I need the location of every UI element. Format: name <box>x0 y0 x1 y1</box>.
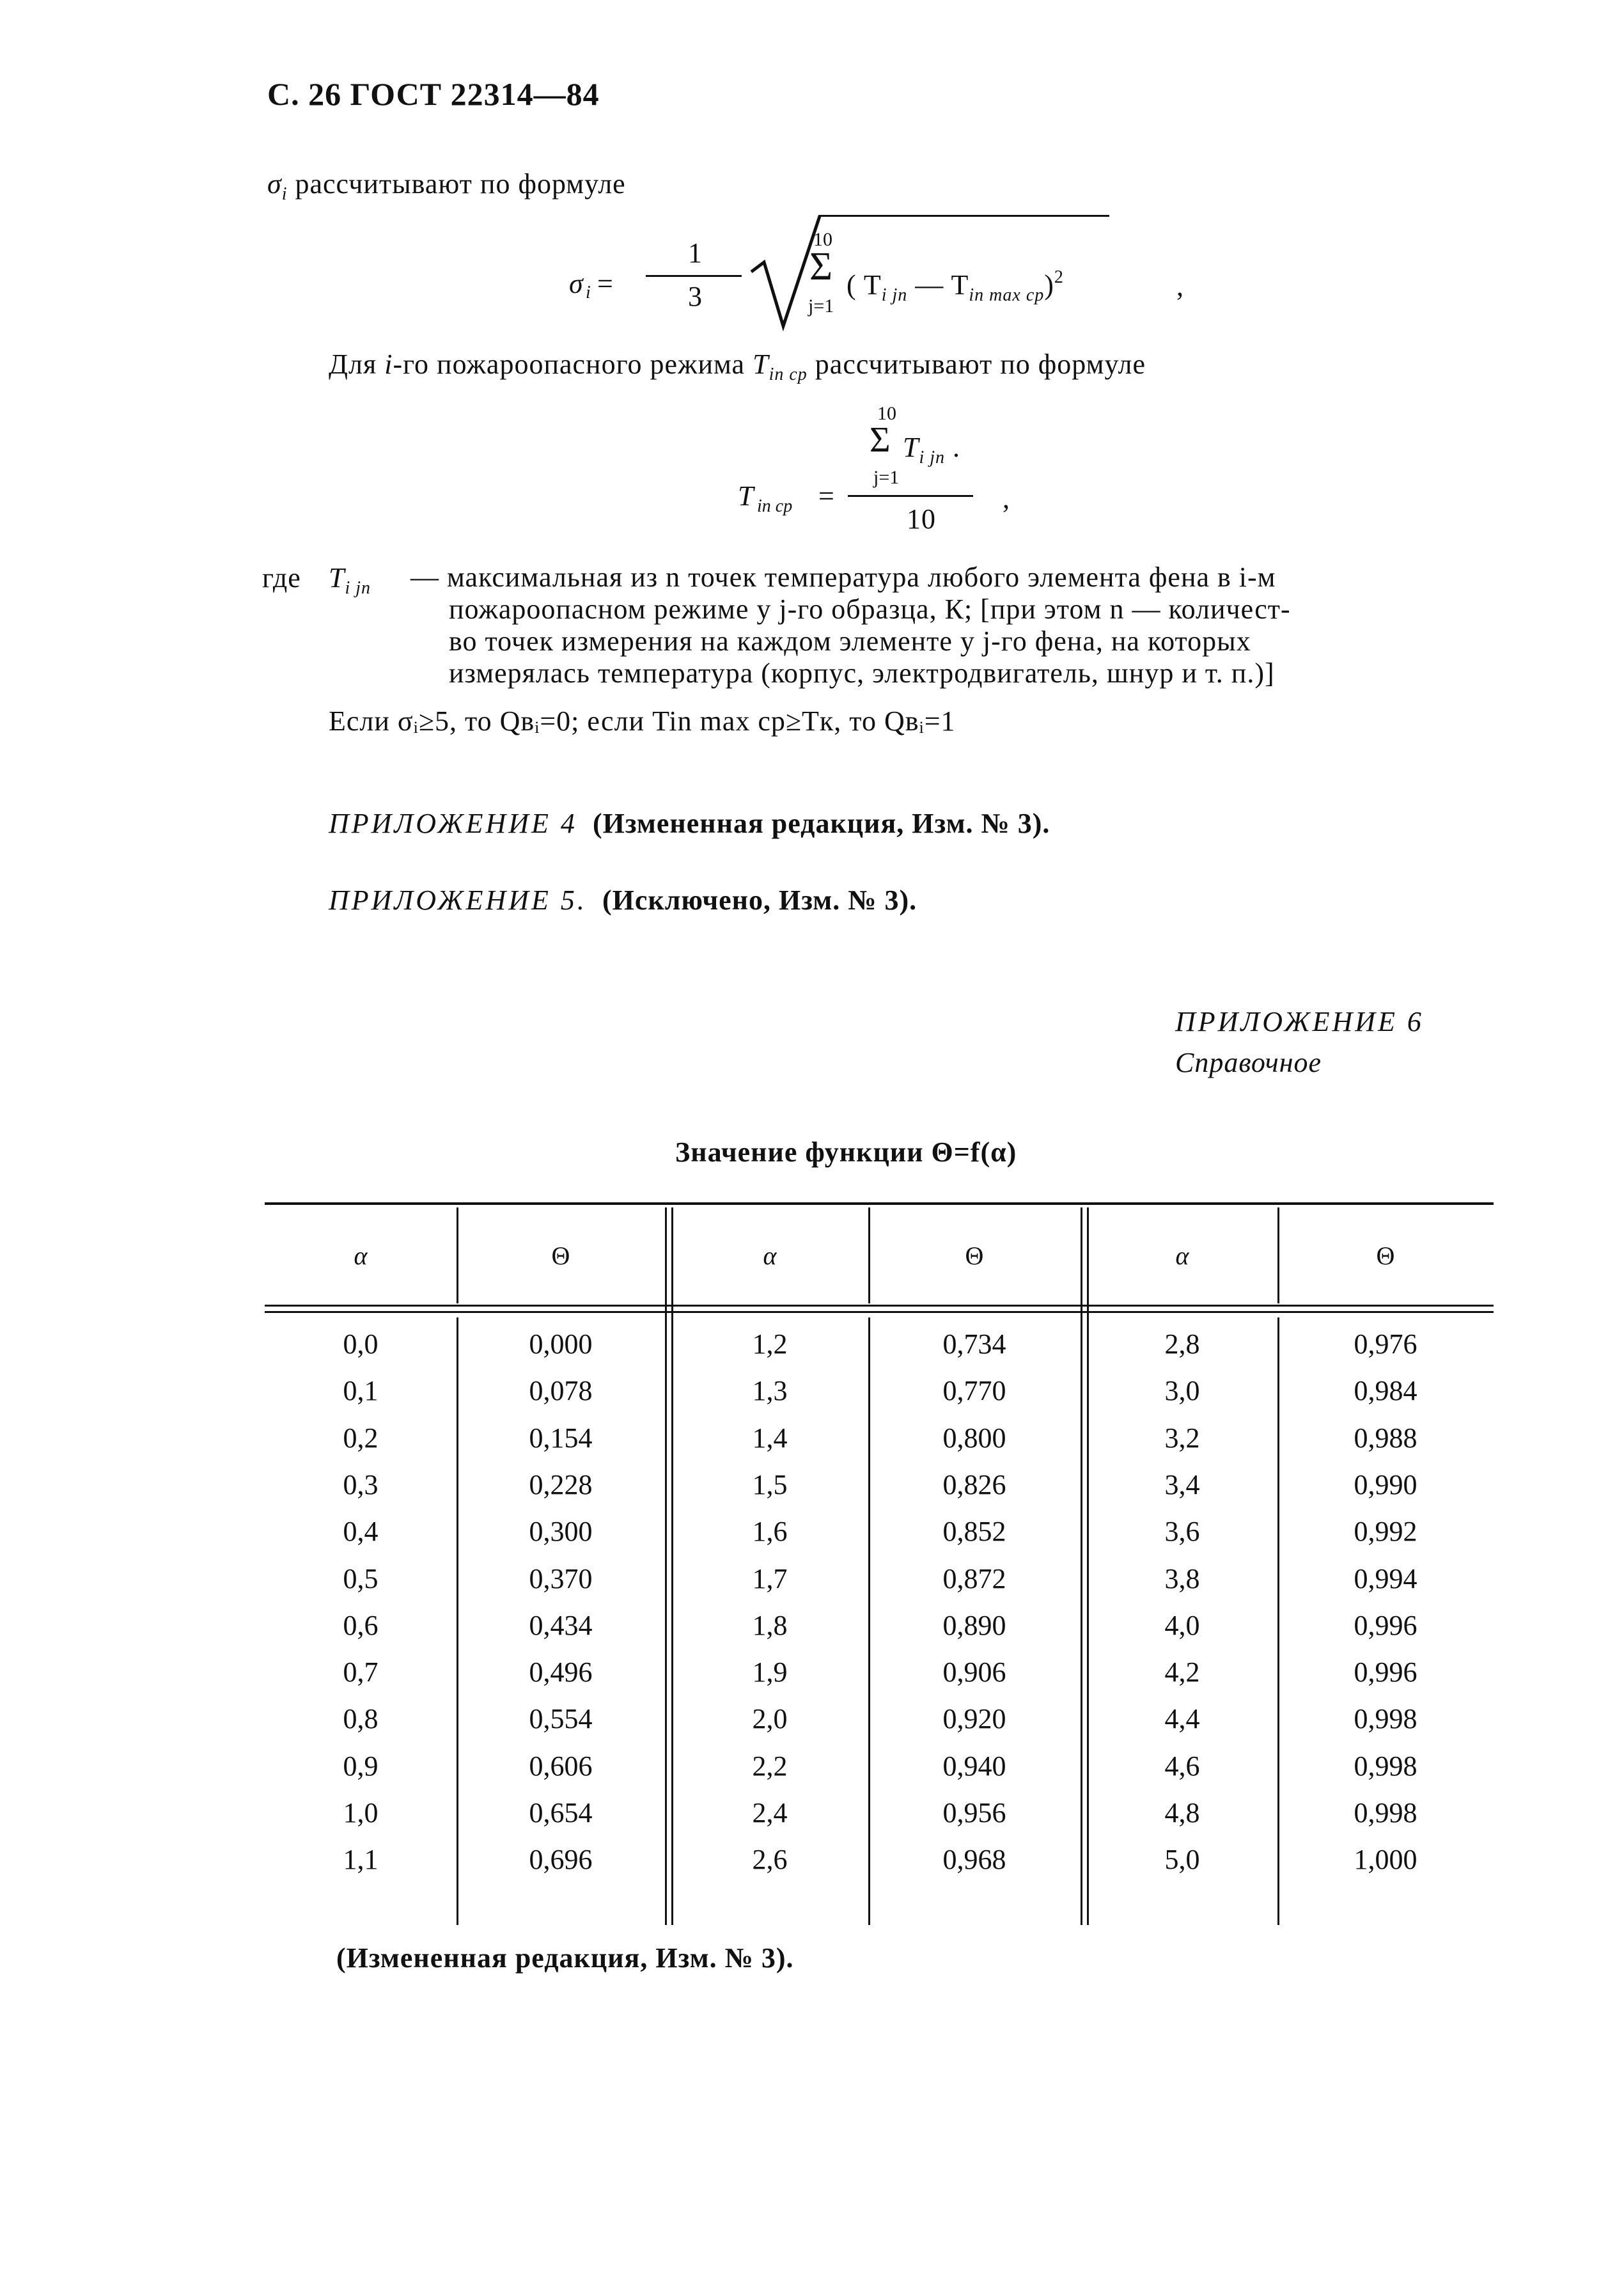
formula1-sum-top: 10 <box>813 229 832 250</box>
para1-text: рассчитывают по формуле <box>295 168 626 200</box>
table-cell: 4,6 <box>1164 1750 1200 1782</box>
table-cell: 0,890 <box>942 1610 1006 1641</box>
appendix-4-title: ПРИЛОЖЕНИЕ 4 <box>329 808 577 839</box>
table-cell: 0,078 <box>529 1375 593 1406</box>
table-cell: 0,994 <box>1354 1563 1417 1594</box>
formula2-sum-top: 10 <box>877 403 896 424</box>
table-cell: 0,872 <box>942 1563 1006 1594</box>
where-symbol: $T_{i jn}$ <box>329 562 371 598</box>
table-cell: 0,370 <box>529 1563 593 1594</box>
table-vline-3 <box>868 1317 870 1925</box>
table-cell: 1,000 <box>1354 1844 1417 1875</box>
table-cell: 4,2 <box>1164 1656 1200 1688</box>
table-header-rule-2 <box>265 1311 1494 1313</box>
table-cell: 0,6 <box>343 1610 379 1641</box>
table-cell: 4,8 <box>1164 1797 1200 1828</box>
formula1-trail: , <box>1176 271 1184 302</box>
sqrt-overline <box>818 215 1109 217</box>
table-cell: 1,4 <box>752 1422 788 1454</box>
header-alpha-3: α <box>1175 1241 1189 1270</box>
table-cell: 0,996 <box>1354 1610 1417 1641</box>
appendix-5-note: (Исключено, Изм. № 3). <box>602 884 917 916</box>
table-cell: 0,300 <box>529 1516 593 1547</box>
header-theta-1: Θ <box>551 1241 570 1270</box>
table-cell: 0,984 <box>1354 1375 1417 1406</box>
table-cell: 3,0 <box>1164 1375 1200 1406</box>
table-cell: 0,940 <box>942 1750 1006 1782</box>
page-header: С. 26 ГОСТ 22314—84 <box>267 76 600 112</box>
table-cell: 0,852 <box>942 1516 1006 1547</box>
table-cell: 2,8 <box>1164 1328 1200 1360</box>
table-cell: 0,2 <box>343 1422 379 1454</box>
table-caption: Значение функции Θ=f(α) <box>675 1136 1017 1168</box>
function-table <box>265 1202 1494 1925</box>
table-cell: 0,976 <box>1354 1328 1417 1360</box>
where-line-4: измерялась температура (корпус, электродвигатель, шнур и т. п.)] <box>449 657 1275 689</box>
table-vline-4b <box>1087 1207 1089 1925</box>
where-line-3: во точек измерения на каждом элементе у j-го фена, на которых <box>449 625 1251 657</box>
table-cell: 0,154 <box>529 1422 593 1454</box>
table-cell: 0,7 <box>343 1656 379 1688</box>
appendix-5-line <box>329 884 917 916</box>
table-cell: 0,0 <box>343 1328 379 1360</box>
table-cell: 0,800 <box>942 1422 1006 1454</box>
table-cell: 0,996 <box>1354 1656 1417 1688</box>
table-cell: 0,968 <box>942 1844 1006 1875</box>
appendix-5-title: ПРИЛОЖЕНИЕ 5. <box>329 884 587 916</box>
formula2-denominator: 10 <box>907 503 936 535</box>
table-cell: 0,998 <box>1354 1703 1417 1734</box>
table-cell: 0,920 <box>942 1703 1006 1734</box>
formula1-eq: = <box>597 268 614 299</box>
formula2-trail: , <box>1003 483 1010 514</box>
table-cell: 0,1 <box>343 1375 379 1406</box>
table-cell: 5,0 <box>1164 1844 1200 1875</box>
table-vline-5 <box>1277 1317 1279 1925</box>
where-label: где <box>262 562 301 593</box>
table-cell: 0,696 <box>529 1844 593 1875</box>
formula1-body: ( $T_{i jn}$ — $T_{in max ср})^2$ <box>847 267 1064 305</box>
table-cell: 2,4 <box>752 1797 788 1828</box>
table-cell: 3,8 <box>1164 1563 1200 1594</box>
formula-sigma <box>563 211 1202 333</box>
table-vline-3-head <box>868 1207 870 1303</box>
where-definition <box>410 562 1497 689</box>
table-header-rule-1 <box>265 1305 1494 1307</box>
table-cell: 0,606 <box>529 1750 593 1782</box>
table-cell: 1,6 <box>752 1516 788 1547</box>
table-cell: 0,434 <box>529 1610 593 1641</box>
table-cell: 1,7 <box>752 1563 788 1594</box>
table-cell: 0,228 <box>529 1469 593 1500</box>
para-sigma-formula-intro <box>267 168 626 205</box>
table-cell: 1,3 <box>752 1375 788 1406</box>
table-cell: 0,770 <box>942 1375 1006 1406</box>
table-vline-4a <box>1081 1207 1082 1925</box>
appendix-6-subtitle: Справочное <box>1175 1047 1322 1078</box>
table-cell: 1,2 <box>752 1328 788 1360</box>
table-cell: 0,992 <box>1354 1516 1417 1547</box>
formula1-numerator: 1 <box>688 237 703 269</box>
table-vline-2b <box>671 1207 673 1925</box>
table-cell: 0,9 <box>343 1750 379 1782</box>
table-cell: 0,906 <box>942 1656 1006 1688</box>
table-cell: 3,6 <box>1164 1516 1200 1547</box>
formula1-sum-bottom: j=1 <box>808 295 834 317</box>
formula2-term: $T_{i jn}$ . <box>903 432 961 468</box>
header-theta-2: Θ <box>965 1241 984 1270</box>
table-cell: 4,0 <box>1164 1610 1200 1641</box>
formula1-lhs: σ <box>569 268 584 299</box>
table-cell: 3,2 <box>1164 1422 1200 1454</box>
table-cell: 0,5 <box>343 1563 379 1594</box>
table-cell: 0,000 <box>529 1328 593 1360</box>
table-cell: 4,4 <box>1164 1703 1200 1734</box>
table-cell: 2,2 <box>752 1750 788 1782</box>
table-cell: 0,554 <box>529 1703 593 1734</box>
table-cell: 0,956 <box>942 1797 1006 1828</box>
table-vline-1 <box>457 1317 458 1925</box>
table-vline-1-head <box>457 1207 458 1303</box>
table-cell: 2,0 <box>752 1703 788 1734</box>
table-cell: 0,8 <box>343 1703 379 1734</box>
footer-note: (Измененная редакция, Изм. № 3). <box>336 1942 794 1974</box>
table-cell: 0,998 <box>1354 1797 1417 1828</box>
table-vline-5-head <box>1277 1207 1279 1303</box>
table-cell: 0,988 <box>1354 1422 1417 1454</box>
table-cell: 0,654 <box>529 1797 593 1828</box>
table-cell: 2,6 <box>752 1844 788 1875</box>
table-cell: 1,0 <box>343 1797 379 1828</box>
where-line-2: пожароопасном режиме у j-го образца, К; [при этом n — количест- <box>449 593 1291 625</box>
formula2-sum-bottom: j=1 <box>873 467 900 488</box>
table-cell: 0,990 <box>1354 1469 1417 1500</box>
table-cell: 1,1 <box>343 1844 379 1875</box>
table-vline-2a <box>665 1207 667 1925</box>
sigma-subscript: i <box>281 184 288 204</box>
formula1-fraction-bar <box>646 275 742 277</box>
formula2-eq: = <box>818 480 835 512</box>
table-cell: 1,9 <box>752 1656 788 1688</box>
formula2-fraction-bar <box>848 495 973 497</box>
appendix-4-line <box>329 807 1050 840</box>
table-cell: 0,734 <box>942 1328 1006 1360</box>
header-theta-3: Θ <box>1376 1241 1395 1270</box>
table-cell: 0,3 <box>343 1469 379 1500</box>
formula1-lhs-sub: i <box>586 283 591 303</box>
header-alpha-2: α <box>763 1241 777 1270</box>
appendix-4-note: (Измененная редакция, Изм. № 3). <box>592 808 1050 839</box>
formula2-sum-sign: Σ <box>870 420 891 460</box>
table-cell: 1,8 <box>752 1610 788 1641</box>
appendix-6-title: ПРИЛОЖЕНИЕ 6 <box>1175 1006 1424 1037</box>
para-mean-temperature-intro: Для i-го пожароопасного режима $T_{in ср}$ рассчитывают по формуле <box>329 349 1146 384</box>
header-alpha-1: α <box>354 1241 368 1270</box>
formula1-sum-sign: Σ <box>809 245 833 288</box>
formula2-lhs: T <box>738 480 754 512</box>
table-top-rule <box>265 1202 1494 1205</box>
formula1-denominator: 3 <box>688 281 703 312</box>
condition-line: Если σᵢ≥5, то Qвᵢ=0; если Tin max ср≥Tк, то Qвᵢ=1 <box>329 705 956 737</box>
table-cell: 1,5 <box>752 1469 788 1500</box>
table-cell: 0,826 <box>942 1469 1006 1500</box>
formula-mean-temperature <box>735 397 1055 544</box>
table-cell: 0,998 <box>1354 1750 1417 1782</box>
table-cell: 0,496 <box>529 1656 593 1688</box>
sigma-symbol: σ <box>267 168 282 200</box>
table-cell: 3,4 <box>1164 1469 1200 1500</box>
where-line-1: — максимальная из n точек температура любого элемента фена в i-м <box>410 562 1276 593</box>
formula2-lhs-sub: in ср <box>757 496 793 516</box>
table-cell: 0,4 <box>343 1516 379 1547</box>
